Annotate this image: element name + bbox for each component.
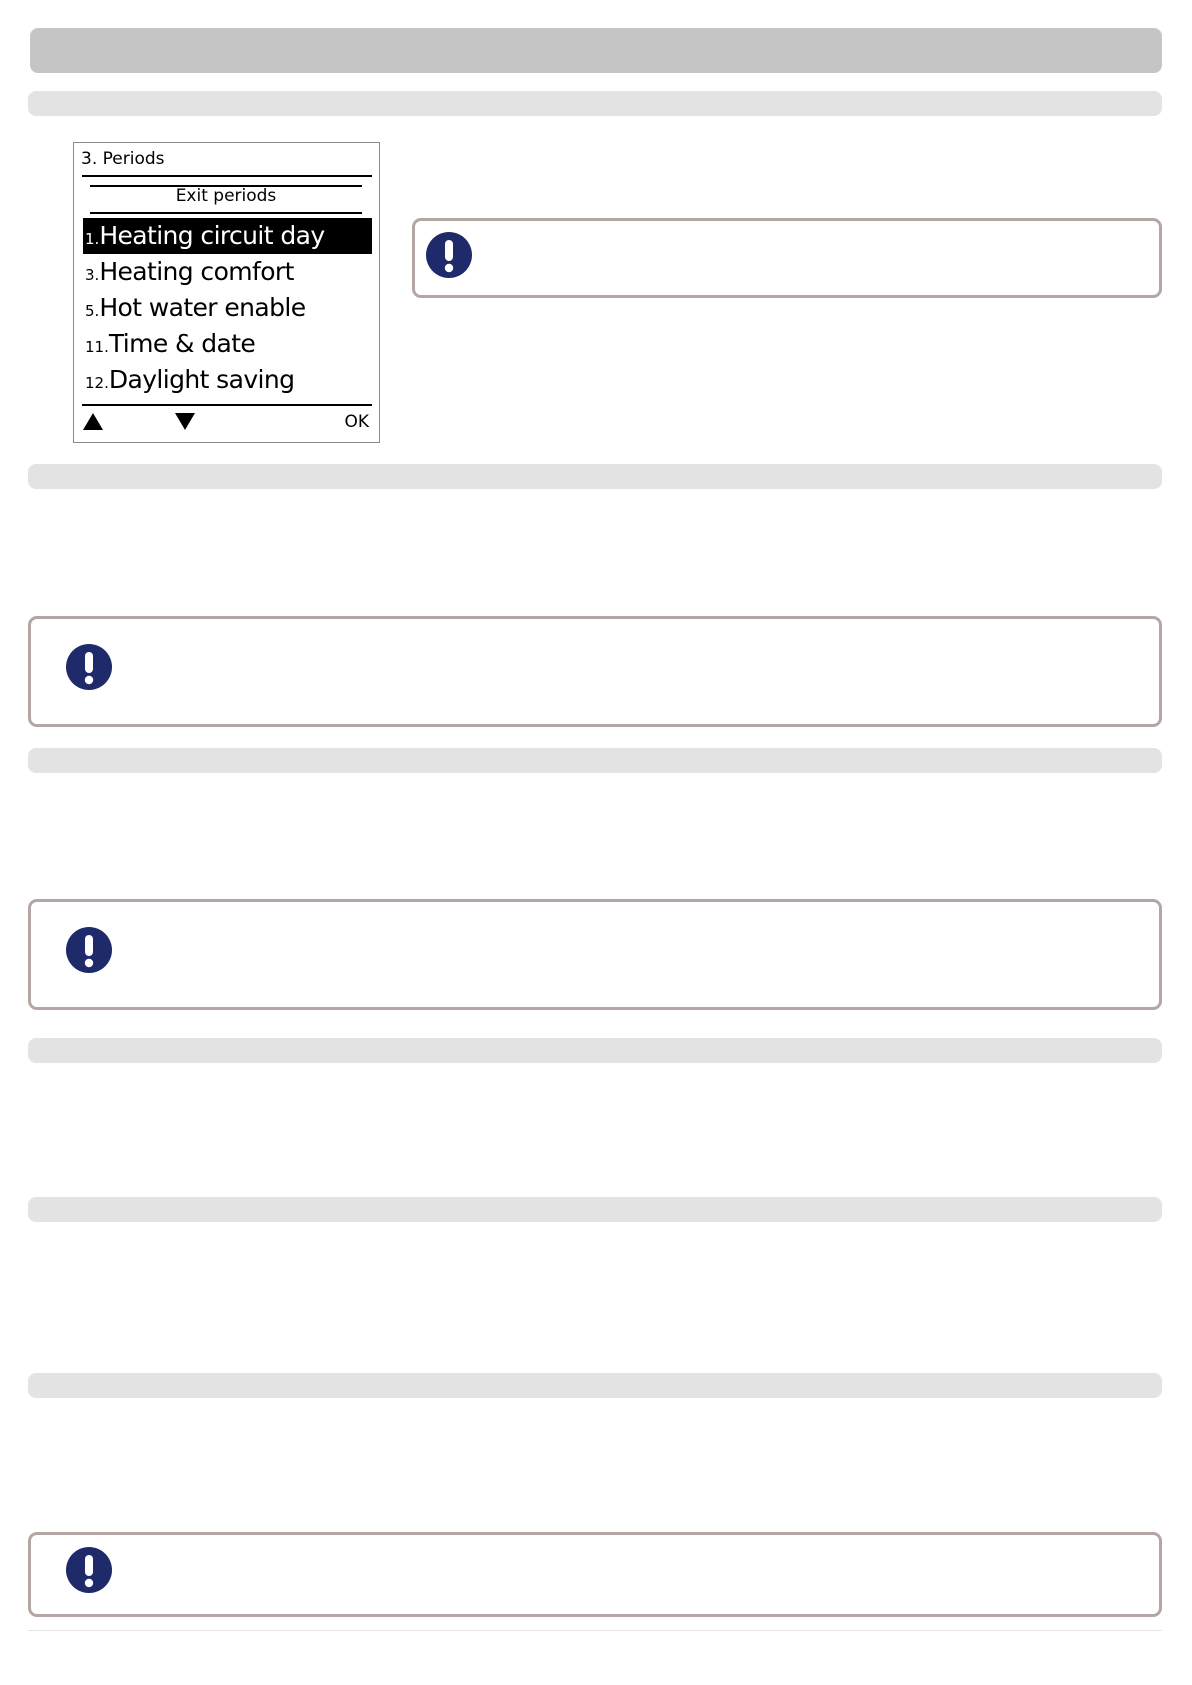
section-header-bar xyxy=(28,464,1162,489)
section-header-bar xyxy=(28,1197,1162,1222)
lcd-exit-bottom-rule xyxy=(90,212,362,214)
lcd-ok-button[interactable]: OK xyxy=(344,412,369,432)
lcd-menu-item-number: 11. xyxy=(85,338,109,356)
exclamation-icon xyxy=(65,926,113,974)
triangle-down-icon[interactable] xyxy=(175,413,195,430)
section-header-bar xyxy=(28,748,1162,773)
exclamation-icon xyxy=(65,643,113,691)
lcd-exit-periods-item[interactable]: Exit periods xyxy=(175,186,277,206)
section-header-bar xyxy=(28,1038,1162,1063)
lcd-menu-item-label: Daylight saving xyxy=(108,365,295,394)
lcd-menu-item-time-date[interactable] xyxy=(83,326,372,362)
notice-box xyxy=(28,899,1162,1010)
notice-box xyxy=(28,616,1162,727)
lcd-menu-item-label: Hot water enable xyxy=(99,293,306,322)
section-header-bar xyxy=(28,1373,1162,1398)
lcd-menu-item-heating-comfort[interactable] xyxy=(83,254,372,290)
lcd-menu-item-number: 3. xyxy=(85,266,100,284)
lcd-menu-item-number: 1. xyxy=(85,230,100,248)
footer-rule xyxy=(28,1630,1162,1631)
notice-box xyxy=(412,218,1162,298)
lcd-menu-item-number: 12. xyxy=(85,374,109,392)
lcd-menu-item-heating-circuit-day[interactable] xyxy=(83,218,372,254)
lcd-display xyxy=(73,142,380,443)
lcd-menu-item-daylight-saving[interactable] xyxy=(83,362,372,398)
notice-box xyxy=(28,1532,1162,1617)
exclamation-icon xyxy=(65,1546,113,1594)
lcd-title: 3. Periods xyxy=(81,149,165,169)
lcd-menu-item-label: Time & date xyxy=(108,329,256,358)
exclamation-icon xyxy=(425,231,473,279)
lcd-menu-item-label: Heating comfort xyxy=(99,257,294,286)
lcd-footer-rule xyxy=(82,404,372,406)
lcd-menu-item-number: 5. xyxy=(85,302,100,320)
section-header-bar xyxy=(28,91,1162,116)
lcd-menu-item-label: Heating circuit day xyxy=(99,221,325,250)
page-title-bar xyxy=(30,28,1162,73)
lcd-menu-item-hot-water-enable[interactable] xyxy=(83,290,372,326)
lcd-title-rule xyxy=(82,175,372,177)
triangle-up-icon[interactable] xyxy=(83,413,103,430)
